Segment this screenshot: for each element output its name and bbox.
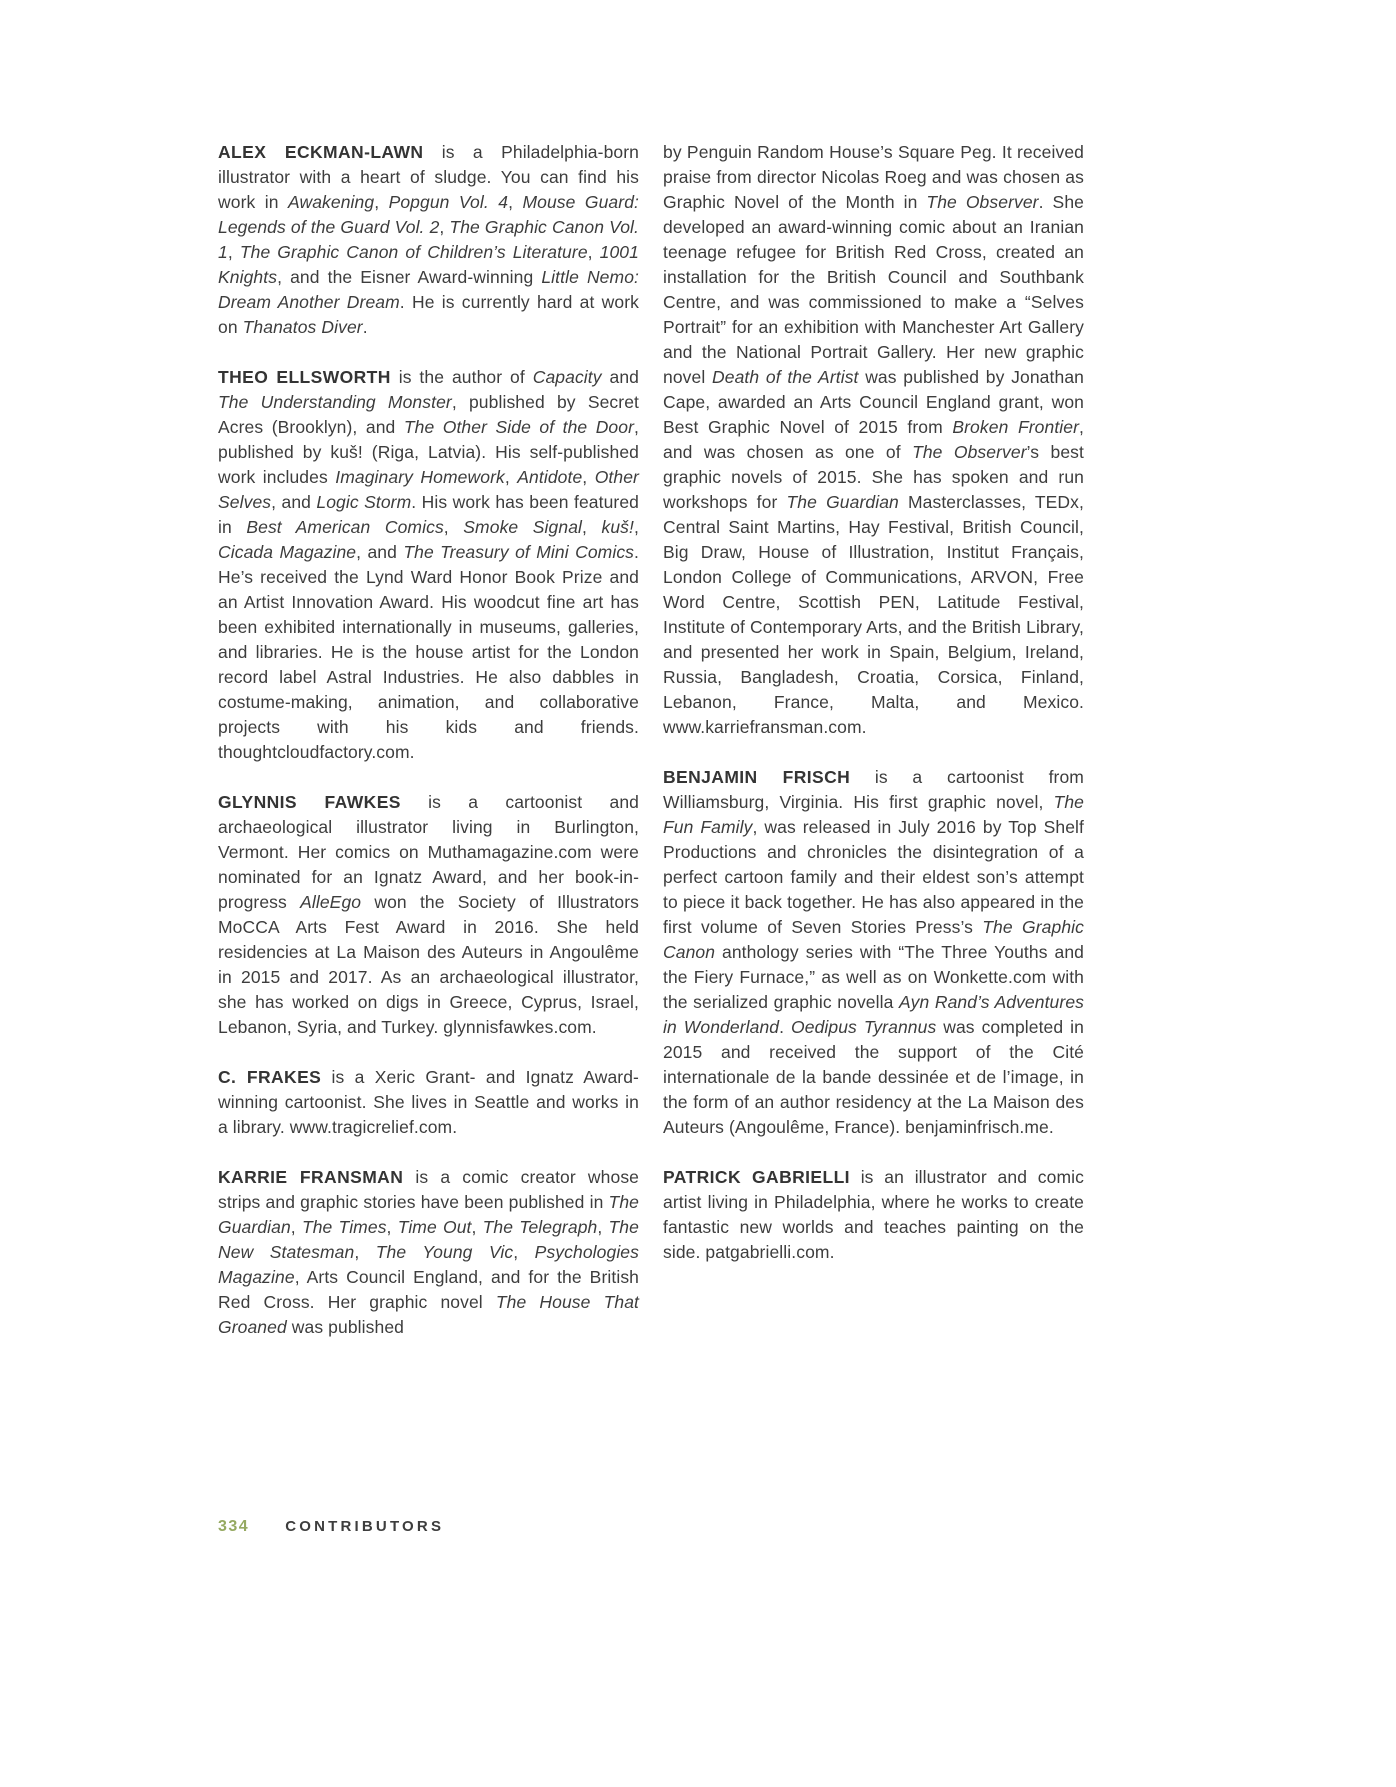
bio-text: Other Selves [218, 467, 639, 512]
bio-text: Awakening [288, 192, 375, 212]
bio-text: . [779, 1017, 792, 1037]
bio-text: 1001 Knights [218, 242, 639, 287]
bio-text: , [582, 467, 595, 487]
bio-text: The Graphic Canon Vol. 1 [218, 217, 639, 262]
bio-text: was published by Jonathan Cape, awarded an Arts Council England grant, won Best Graphic Novel of 2015 from [663, 367, 1084, 437]
bio-text: Antidote [517, 467, 583, 487]
bio-text: , [634, 517, 639, 537]
bio-text: Ayn Rand’s Adventures in Wonderland [663, 992, 1085, 1037]
page-footer [218, 1518, 444, 1536]
bio-patrick-gabrielli [663, 1165, 1084, 1265]
bio-text: . He’s received the Lynd Ward Honor Book Prize and an Artist Innovation Award. His woodcut fine art has been exhibited internationally in museums, galleries, and libraries. He is the house artist for the London record label Astral Industries. He also dabbles in costume-making, animation, and collaborative projects with his kids and friends. thoughtcloudfactory.com. [218, 542, 639, 762]
bio-text: , Arts Council England, and for the British Red Cross. Her graphic novel [218, 1267, 639, 1312]
bio-benjamin-frisch [663, 765, 1084, 1140]
left-column [218, 140, 639, 1365]
bio-text: , [504, 467, 518, 487]
bio-text: was completed in 2015 and received the support of the Cité internationale de la bande dessinée et de l’image, in the form of an author residency at the La Maison des Auteurs (Angoulême, France). benjaminfrisch.me. [663, 1017, 1084, 1137]
bio-text: , [290, 1217, 302, 1237]
bio-text: Popgun Vol. 4 [388, 192, 509, 212]
contributor-name: BENJAMIN FRISCH [663, 767, 851, 787]
bio-text: . [362, 317, 368, 337]
bio-text: Best American Comics [246, 517, 444, 537]
bio-text: The Observer [912, 442, 1027, 462]
bio-c-frakes [218, 1065, 639, 1140]
bio-text: , [374, 192, 389, 212]
bio-text: , [386, 1217, 398, 1237]
bio-text: . His work has been featured in [218, 492, 639, 537]
contributor-name: PATRICK GABRIELLI [663, 1167, 850, 1187]
bio-glynnis-fawkes [218, 790, 639, 1040]
bio-text: was published [286, 1317, 404, 1337]
bio-text: is a Xeric Grant- and Ignatz Award-winning cartoonist. She lives in Seattle and works in a library. www.tragicrelief.com. [218, 1067, 639, 1137]
bio-text: The Times [301, 1217, 387, 1237]
bio-text: , [508, 192, 523, 212]
bio-text: , and [271, 492, 317, 512]
page-number: 334 [218, 1518, 250, 1535]
bio-text: , and was chosen as one of [663, 417, 1085, 462]
bio-text: kuš! [601, 517, 634, 537]
bio-text: Masterclasses, TEDx, Central Saint Martins, Hay Festival, British Council, Big Draw, House of Illustration, Institut Français, London College of Communications, ARVON, Free Word Centre, Scottish PEN, Latitude Festival, Institute of Contemporary Arts, and the British Library, and presented her work in Spain, Belgium, Ireland, Russia, Bangladesh, Croatia, Corsica, Finland, Lebanon, France, Malta, and Mexico. www.karriefransman.com. [663, 492, 1084, 737]
bio-text: , [227, 242, 240, 262]
bio-text: , published by Secret Acres (Brooklyn), and [218, 392, 640, 437]
bio-text: Little Nemo: Dream Another Dream [218, 267, 639, 312]
bio-text: The Fun Family [663, 792, 1084, 837]
bio-text: The Understanding Monster [218, 392, 452, 412]
footer-label: CONTRIBUTORS [285, 1518, 445, 1535]
bio-text: ’s best graphic novels of 2015. She has spoken and run workshops for [663, 442, 1084, 512]
bio-text: Oedipus Tyrannus [791, 1017, 937, 1037]
bio-text: Psychologies Magazine [218, 1242, 639, 1287]
bio-text: Thanatos Diver [242, 317, 363, 337]
bio-text: Time Out [397, 1217, 472, 1237]
bio-text: The Young Vic [375, 1242, 514, 1262]
contributors-content [218, 140, 1084, 1365]
bio-text: anthology series with “The Three Youths and the Fiery Furnace,” as well as on Wonkette.com with the serialized graphic novella [663, 942, 1084, 1012]
contributor-name: KARRIE FRANSMAN [218, 1167, 404, 1187]
bio-text: won the Society of Illustrators MoCCA Arts Fest Award in 2016. She held residencies at La Maison des Auteurs in Angoulême in 2015 and 2017. As an archaeological illustrator, she has worked on digs in Greece, Cyprus, Israel, Lebanon, Syria, and Turkey. glynnisfawkes.com. [218, 892, 639, 1037]
bio-text: , [439, 217, 450, 237]
bio-text: by Penguin Random House’s Square Peg. It received praise from director Nicolas Roeg and was chosen as Graphic Novel of the Month in [663, 142, 1084, 212]
bio-karrie-fransman-continued [663, 140, 1084, 740]
bio-text: The Graphic Canon of Children’s Literature [239, 242, 588, 262]
bio-text: Cicada Magazine [218, 542, 357, 562]
bio-text: is the author of [390, 367, 533, 387]
bio-text: The Graphic Canon [663, 917, 1084, 962]
contributor-name: ALEX ECKMAN-LAWN [218, 142, 424, 162]
bio-text: , [587, 242, 600, 262]
bio-text: The Telegraph [482, 1217, 598, 1237]
bio-text: and [601, 367, 639, 387]
bio-karrie-fransman [218, 1165, 639, 1340]
bio-text: Imaginary Homework [335, 467, 505, 487]
bio-text: is a cartoonist from Williamsburg, Virginia. His first graphic novel, [663, 767, 1084, 812]
bio-text: , [597, 1217, 609, 1237]
bio-text: , [443, 517, 464, 537]
bio-alex-eckman-lawn [218, 140, 639, 340]
bio-text: , [354, 1242, 376, 1262]
bio-text: is an illustrator and comic artist living in Philadelphia, where he works to create fantastic new worlds and teaches painting on the side. patgabrielli.com. [663, 1167, 1084, 1262]
bio-text: , and the Eisner Award-winning [277, 267, 542, 287]
bio-text: , published by kuš! (Riga, Latvia). His self-published work includes [218, 417, 639, 487]
bio-text: The Observer [926, 192, 1039, 212]
bio-text: . She developed an award-winning comic about an Iranian teenage refugee for British Red Cross, created an installation for the British Council and Southbank Centre, and was commissioned to make a “Selves Portrait” for an exhibition with Manchester Art Gallery and the National Portrait Gallery. Her new graphic novel [663, 192, 1084, 387]
contributor-name: GLYNNIS FAWKES [218, 792, 401, 812]
bio-text: , [513, 1242, 535, 1262]
contributor-name: C. FRAKES [218, 1067, 322, 1087]
bio-text: , and [356, 542, 404, 562]
bio-text: , [471, 1217, 483, 1237]
bio-text: , was released in July 2016 by Top Shelf Productions and chronicles the disintegration of a perfect cartoon family and their eldest son’s attempt to piece it back together. He has also appeared in the first volume of Seven Stories Press’s [663, 817, 1085, 937]
bio-text: The Treasury of Mini Comics [403, 542, 635, 562]
bio-text: AlleEgo [300, 892, 362, 912]
bio-text: Mouse Guard: Legends of the Guard Vol. 2 [218, 192, 639, 237]
bio-text: is a Philadelphia-born illustrator with a heart of sludge. You can find his work in [218, 142, 639, 212]
bio-text: The House That Groaned [218, 1292, 639, 1337]
bio-text: Broken Frontier [952, 417, 1080, 437]
contributor-name: THEO ELLSWORTH [218, 367, 391, 387]
bio-text: , [582, 517, 602, 537]
bio-text: The New Statesman [218, 1217, 639, 1262]
bio-text: The Guardian [786, 492, 899, 512]
bio-text: Death of the Artist [712, 367, 859, 387]
bio-text: The Other Side of the Door [403, 417, 635, 437]
bio-text: . He is currently hard at work on [218, 292, 639, 337]
bio-text: Logic Storm [316, 492, 412, 512]
bio-theo-ellsworth [218, 365, 639, 765]
bio-text: The Guardian [218, 1192, 639, 1237]
bio-text: Capacity [532, 367, 602, 387]
bio-text: Smoke Signal [463, 517, 583, 537]
right-column [663, 140, 1084, 1365]
bio-text: is a cartoonist and archaeological illustrator living in Burlington, Vermont. Her comics on Muthamagazine.com were nominated for an Ignatz Award, and her book-in-progress [218, 792, 639, 912]
bio-text: is a comic creator whose strips and graphic stories have been published in [218, 1167, 640, 1212]
